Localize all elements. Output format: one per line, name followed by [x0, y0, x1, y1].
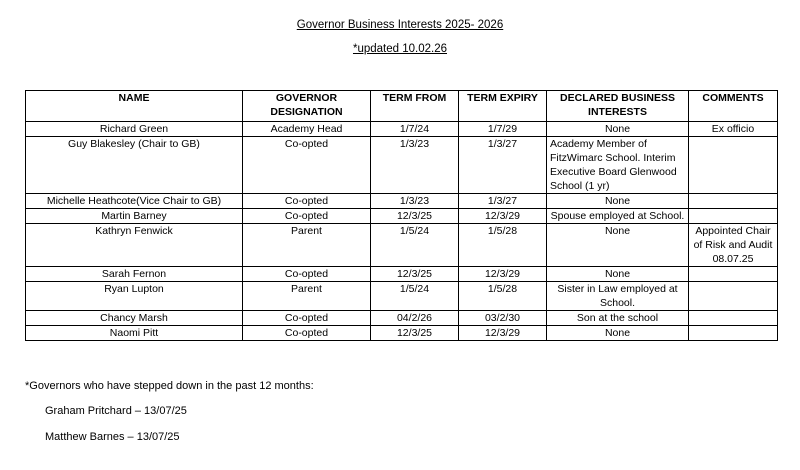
column-header-term-expiry: TERM EXPIRY: [459, 91, 547, 122]
cell-name: Ryan Lupton: [26, 282, 243, 311]
cell-term-from: 1/5/24: [371, 282, 459, 311]
table-row: [26, 326, 778, 341]
cell-term-from: 12/3/25: [371, 267, 459, 282]
table-row: [26, 122, 778, 137]
cell-designation: Co-opted: [243, 209, 371, 224]
cell-term-expiry: 12/3/29: [459, 267, 547, 282]
cell-designation: Co-opted: [243, 311, 371, 326]
column-header-comments: COMMENTS: [689, 91, 778, 122]
cell-term-expiry: 03/2/30: [459, 311, 547, 326]
cell-term-from: 1/7/24: [371, 122, 459, 137]
stepped-down-item: Matthew Barnes – 13/07/25: [45, 431, 180, 443]
cell-designation: Parent: [243, 224, 371, 267]
column-header-term-from: TERM FROM: [371, 91, 459, 122]
cell-term-from: 12/3/25: [371, 326, 459, 341]
cell-interests: None: [547, 267, 689, 282]
cell-designation: Co-opted: [243, 326, 371, 341]
column-header-interests: DECLARED BUSINESS INTERESTS: [547, 91, 689, 122]
cell-term-expiry: 1/3/27: [459, 194, 547, 209]
stepped-down-item: Graham Pritchard – 13/07/25: [45, 405, 187, 417]
column-header-designation: GOVERNOR DESIGNATION: [243, 91, 371, 122]
cell-name: Michelle Heathcote(Vice Chair to GB): [26, 194, 243, 209]
table-row: [26, 311, 778, 326]
cell-name: Chancy Marsh: [26, 311, 243, 326]
cell-name: Guy Blakesley (Chair to GB): [26, 137, 243, 194]
cell-interests: Spouse employed at School.: [547, 209, 689, 224]
cell-term-expiry: 12/3/29: [459, 326, 547, 341]
cell-designation: Parent: [243, 282, 371, 311]
cell-comments: Appointed Chair of Risk and Audit 08.07.25: [689, 224, 778, 267]
cell-comments: [689, 137, 778, 194]
table-row: [26, 282, 778, 311]
table-row: [26, 224, 778, 267]
cell-interests: Sister in Law employed at School.: [547, 282, 689, 311]
cell-comments: [689, 209, 778, 224]
cell-interests: None: [547, 224, 689, 267]
cell-term-from: 1/5/24: [371, 224, 459, 267]
cell-designation: Co-opted: [243, 267, 371, 282]
cell-comments: [689, 282, 778, 311]
cell-term-from: 12/3/25: [371, 209, 459, 224]
document-title: Governor Business Interests 2025- 2026: [296, 19, 504, 31]
cell-term-from: 04/2/26: [371, 311, 459, 326]
cell-interests: Son at the school: [547, 311, 689, 326]
column-header-name: NAME: [26, 91, 243, 122]
cell-comments: [689, 311, 778, 326]
cell-interests: None: [547, 326, 689, 341]
table-row: [26, 137, 778, 194]
updated-date: *updated 10.02.26: [352, 43, 447, 55]
cell-comments: Ex officio: [689, 122, 778, 137]
stepped-down-note: *Governors who have stepped down in the past 12 months:: [25, 380, 314, 392]
cell-name: Naomi Pitt: [26, 326, 243, 341]
cell-term-expiry: 12/3/29: [459, 209, 547, 224]
cell-designation: Academy Head: [243, 122, 371, 137]
table-row: [26, 194, 778, 209]
cell-name: Richard Green: [26, 122, 243, 137]
cell-designation: Co-opted: [243, 137, 371, 194]
governor-interests-table: [25, 90, 778, 341]
table-header-row: [26, 91, 778, 122]
cell-interests: Academy Member of FitzWimarc School. Interim Executive Board Glenwood School (1 yr): [547, 137, 689, 194]
cell-term-expiry: 1/7/29: [459, 122, 547, 137]
cell-interests: None: [547, 194, 689, 209]
cell-term-from: 1/3/23: [371, 137, 459, 194]
cell-comments: [689, 267, 778, 282]
cell-name: Kathryn Fenwick: [26, 224, 243, 267]
cell-name: Martin Barney: [26, 209, 243, 224]
table-row: [26, 209, 778, 224]
cell-designation: Co-opted: [243, 194, 371, 209]
cell-term-expiry: 1/5/28: [459, 224, 547, 267]
cell-term-expiry: 1/5/28: [459, 282, 547, 311]
cell-comments: [689, 194, 778, 209]
cell-name: Sarah Fernon: [26, 267, 243, 282]
cell-comments: [689, 326, 778, 341]
cell-interests: None: [547, 122, 689, 137]
cell-term-expiry: 1/3/27: [459, 137, 547, 194]
cell-term-from: 1/3/23: [371, 194, 459, 209]
table-row: [26, 267, 778, 282]
